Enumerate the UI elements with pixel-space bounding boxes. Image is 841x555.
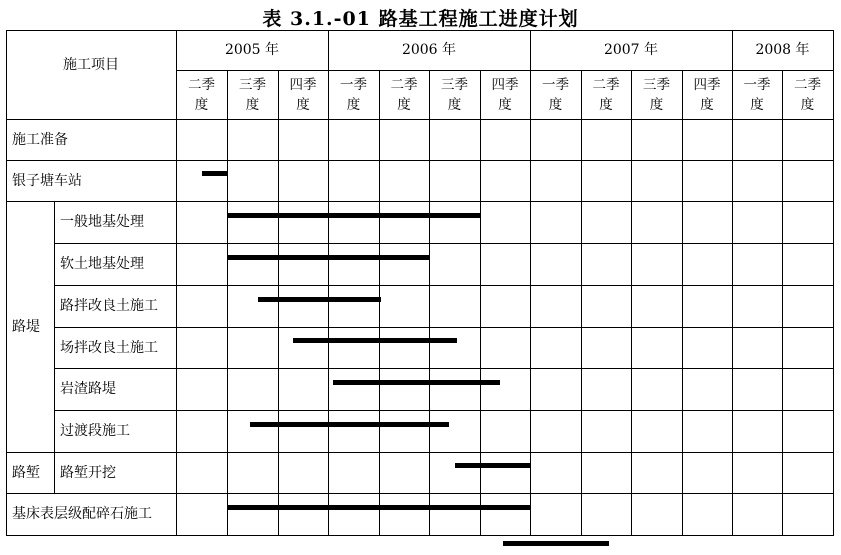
quarter-label [328, 70, 379, 119]
year-label: 2007 年 [603, 42, 659, 58]
quarter-label [631, 70, 682, 119]
year-label: 2006 年 [401, 42, 457, 58]
schedule-bar [293, 338, 457, 343]
row-label-station: 银子塘车站 [12, 172, 82, 189]
quarter-label-part: 度 [800, 96, 815, 113]
grid-line [176, 410, 833, 411]
group-label-cut: 路堑 [12, 464, 40, 481]
quarter-label-part: 一季 [542, 76, 569, 93]
grid-line [278, 70, 279, 535]
row-label-embankment-item: 路拌改良土施工 [60, 298, 158, 314]
quarter-label-part: 度 [649, 96, 664, 113]
grid-line [176, 160, 833, 161]
year-label: 2005 年 [224, 42, 280, 58]
quarter-label [429, 70, 480, 119]
quarter-label-part: 二季 [390, 76, 418, 93]
group-label-embankment: 路堤 [12, 318, 40, 335]
schedule-bar [202, 171, 228, 176]
schedule-bar [455, 463, 531, 468]
quarter-label-part: 度 [296, 96, 310, 113]
row-label-embankment-item: 一般地基处理 [60, 214, 144, 230]
grid-line [581, 70, 582, 535]
row-label-cut-item: 路堑开挖 [60, 464, 116, 481]
grid-line [682, 70, 683, 535]
schedule-bar [227, 505, 530, 510]
grid-line [833, 30, 834, 535]
quarter-label-part: 四季 [289, 76, 317, 93]
quarter-label [278, 70, 328, 119]
quarter-label-part: 度 [194, 96, 209, 113]
quarter-label-part: 度 [548, 96, 563, 113]
quarter-label [379, 70, 429, 119]
quarter-label-part: 度 [447, 96, 462, 113]
quarter-label [176, 70, 227, 119]
quarter-label-part: 二季 [794, 76, 821, 93]
quarter-label-part: 三季 [441, 76, 468, 93]
row-label-embankment-item: 软土地基处理 [60, 256, 144, 272]
grid-line [176, 327, 833, 328]
quarter-label [530, 70, 581, 119]
grid-line [176, 493, 833, 494]
quarter-label-part: 度 [245, 96, 260, 113]
quarter-label [732, 70, 782, 119]
quarter-label-part: 度 [750, 96, 764, 113]
grid-line [176, 243, 833, 244]
grid-line [6, 535, 834, 536]
grid-line [782, 70, 783, 535]
year-label: 2008 年 [755, 42, 810, 58]
quarter-label-part: 一季 [340, 76, 367, 93]
quarter-label-part: 二季 [592, 76, 620, 93]
quarter-label [782, 70, 833, 119]
grid-line [176, 452, 833, 453]
schedule-bar [503, 541, 609, 546]
schedule-bar [227, 213, 480, 218]
quarter-label-part: 度 [599, 96, 613, 113]
grid-line [631, 70, 632, 535]
quarter-label-part: 四季 [693, 76, 721, 93]
quarter-label [682, 70, 732, 119]
quarter-label [227, 70, 278, 119]
grid-line [379, 70, 380, 535]
page-title: 表 3.1.-01 路基工程施工进度计划 [262, 8, 579, 30]
quarter-label [581, 70, 631, 119]
grid-line [176, 201, 833, 202]
grid-line [429, 70, 430, 535]
schedule-bar [258, 297, 382, 302]
schedule-bar [333, 380, 500, 385]
row-label-base: 基床表层级配碎石施工 [12, 506, 152, 522]
grid-line [227, 70, 228, 535]
quarter-label-part: 四季 [491, 76, 519, 93]
header-item-label: 施工项目 [63, 56, 119, 73]
grid-line [176, 285, 833, 286]
quarter-label-part: 度 [498, 96, 512, 113]
row-label-embankment-item: 岩渣路堤 [60, 381, 116, 397]
grid-line [176, 368, 833, 369]
quarter-label-part: 二季 [188, 76, 215, 93]
quarter-label-part: 度 [397, 96, 411, 113]
quarter-label-part: 三季 [239, 76, 266, 93]
quarter-label-part: 三季 [643, 76, 670, 93]
quarter-label-part: 度 [700, 96, 714, 113]
quarter-label-part: 度 [346, 96, 361, 113]
schedule-bar [250, 422, 449, 427]
row-label-embankment-item: 场拌改良土施工 [60, 339, 158, 356]
row-label-embankment-item: 过渡段施工 [60, 423, 130, 439]
row-label-prep: 施工准备 [12, 131, 68, 148]
quarter-label-part: 一季 [743, 76, 771, 93]
schedule-bar [227, 255, 429, 260]
quarter-label [480, 70, 530, 119]
